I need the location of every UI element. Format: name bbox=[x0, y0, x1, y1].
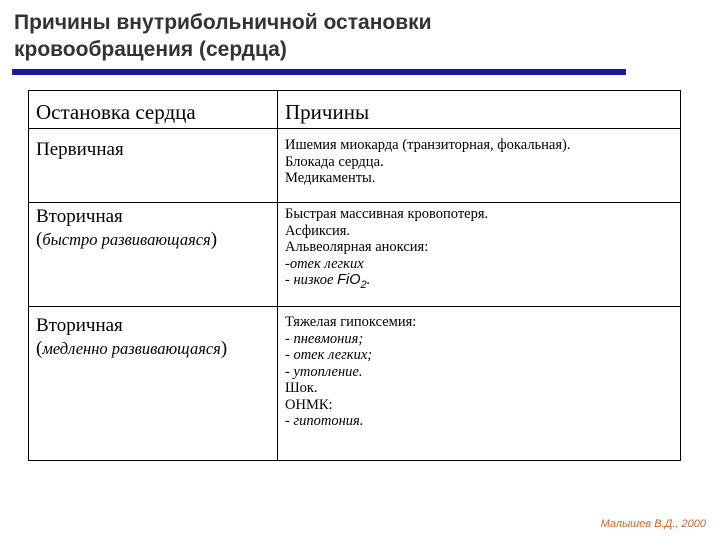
paren-close: ) bbox=[210, 229, 218, 250]
row-1-arrest-type: Первичная bbox=[36, 139, 124, 160]
slide-title-line-1: Причины внутрибольничной остановки bbox=[14, 11, 432, 34]
row-3-note bbox=[36, 338, 274, 360]
cause-line: Альвеолярная аноксия: bbox=[285, 239, 429, 255]
cause-text: . bbox=[366, 272, 371, 288]
row-1-causes bbox=[285, 137, 675, 187]
row-divider bbox=[29, 128, 680, 129]
cause-line-fio2 bbox=[285, 272, 675, 294]
cause-line: Быстрая массивная кровопотеря. bbox=[285, 206, 489, 222]
cause-line: Тяжелая гипоксемия: bbox=[285, 314, 417, 330]
column-divider bbox=[277, 91, 278, 460]
causes-table bbox=[28, 90, 681, 461]
cause-line: Ишемия миокарда (транзиторная, фокальная). bbox=[285, 137, 571, 153]
paren-close: ) bbox=[220, 338, 228, 359]
cause-line: - гипотония. bbox=[285, 413, 364, 429]
row-2-causes bbox=[285, 206, 675, 294]
row-2-arrest-type-cell bbox=[36, 205, 274, 251]
cause-line: - утопление. bbox=[285, 363, 363, 380]
cause-line: Асфиксия. bbox=[285, 222, 351, 239]
row-3-arrest-type-cell bbox=[36, 314, 274, 360]
row-2-note bbox=[36, 229, 274, 251]
row-divider bbox=[29, 306, 680, 307]
slide-title bbox=[14, 9, 614, 63]
cause-line: - пневмония; bbox=[285, 330, 364, 347]
row-divider bbox=[29, 202, 680, 203]
paren-open: ( bbox=[36, 229, 43, 250]
paren-open: ( bbox=[36, 338, 43, 359]
fio2-subscript: 2 bbox=[360, 279, 367, 291]
row-3-causes bbox=[285, 314, 675, 430]
cause-line: -отек легких bbox=[285, 255, 364, 272]
cause-line: Блокада сердца. bbox=[285, 153, 384, 170]
header-causes: Причины bbox=[285, 100, 370, 124]
row-2-arrest-type: Вторичная bbox=[36, 206, 123, 227]
author-credit: Малышев В.Д., 2000 bbox=[600, 518, 706, 530]
header-arrest-type: Остановка сердца bbox=[36, 100, 196, 124]
title-underline-bar bbox=[12, 69, 626, 75]
slide-title-line-2: кровообращения (сердца) bbox=[14, 38, 287, 61]
cause-line: Медикаменты. bbox=[285, 170, 376, 186]
cause-line: - отек легких; bbox=[285, 347, 373, 363]
cause-text: - низкое bbox=[285, 272, 338, 288]
row-2-note-text: быстро развивающаяся bbox=[42, 230, 211, 249]
cause-line: ОНМК: bbox=[285, 396, 333, 413]
row-3-arrest-type: Вторичная bbox=[36, 315, 123, 336]
fio2-label: FiO bbox=[337, 272, 361, 288]
cause-line: Шок. bbox=[285, 380, 318, 396]
row-3-note-text: медленно развивающаяся bbox=[42, 339, 221, 358]
